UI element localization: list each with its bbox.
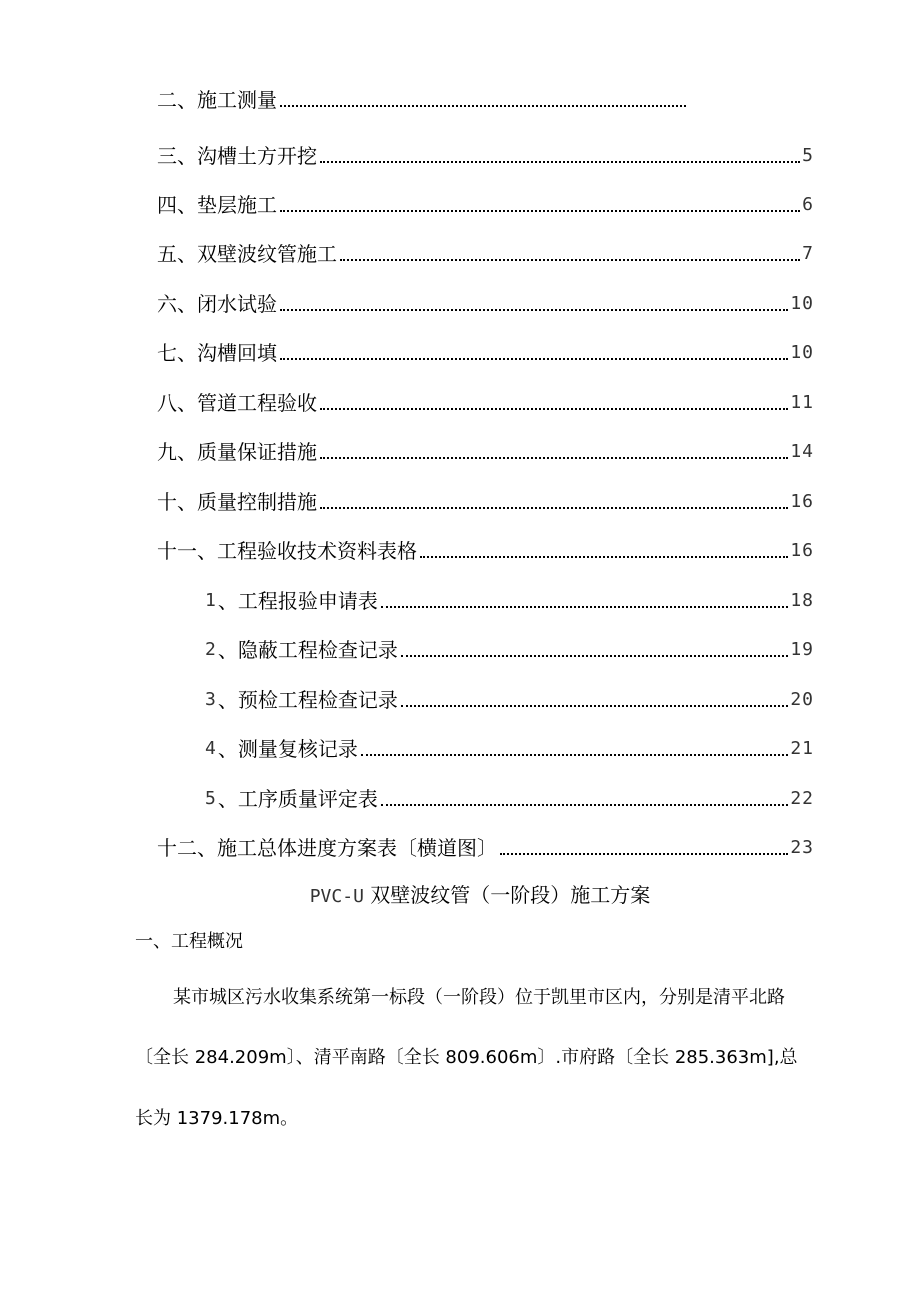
toc-entry[interactable] bbox=[157, 385, 814, 415]
toc-entry[interactable] bbox=[157, 236, 814, 266]
toc-dot-leader bbox=[280, 105, 686, 107]
toc-subentry[interactable] bbox=[205, 781, 814, 811]
toc-entry-label: 十、质量控制措施 bbox=[157, 490, 317, 514]
toc-subentry-label: 、预检工程检查记录 bbox=[217, 688, 398, 712]
toc-subentry-number: 2 bbox=[205, 639, 216, 660]
toc-entry[interactable] bbox=[157, 286, 814, 316]
toc-subentry[interactable] bbox=[205, 583, 814, 613]
toc-dot-leader bbox=[340, 259, 800, 261]
toc-entry-page: 10 bbox=[790, 293, 814, 314]
toc-entry-label: 九、质量保证措施 bbox=[157, 440, 317, 464]
toc-entry-page: 10 bbox=[790, 342, 814, 363]
toc-entry-label: 十一、工程验收技术资料表格 bbox=[157, 539, 417, 563]
toc-dot-leader bbox=[280, 309, 788, 311]
toc-entry-page: 5 bbox=[802, 145, 814, 166]
toc-entry-label: 二、施工测量 bbox=[157, 88, 277, 112]
toc-dot-leader bbox=[401, 705, 788, 707]
toc-subentry-label: 、隐蔽工程检查记录 bbox=[217, 638, 398, 662]
toc-entry-page: 23 bbox=[790, 837, 814, 858]
document-title-text: 双壁波纹管（一阶段）施工方案 bbox=[363, 883, 651, 907]
toc-subentry-number: 5 bbox=[205, 788, 216, 809]
toc-entry[interactable] bbox=[157, 434, 814, 464]
toc-dot-leader bbox=[401, 655, 788, 657]
toc-entry-page: 7 bbox=[802, 243, 814, 264]
section-heading: 一、工程概况 bbox=[135, 931, 243, 952]
toc-dot-leader bbox=[320, 457, 788, 459]
toc-entry-page: 11 bbox=[790, 392, 814, 413]
toc-dot-leader bbox=[420, 556, 788, 558]
toc-subentry[interactable] bbox=[205, 682, 814, 712]
paragraph-line: 某市城区污水收集系统第一标段（一阶段）位于凯里市区内，分别是清平北路 bbox=[173, 987, 785, 1008]
toc-entry-label: 三、沟槽土方开挖 bbox=[157, 144, 317, 168]
toc-dot-leader bbox=[280, 358, 788, 360]
toc-entry[interactable] bbox=[157, 335, 814, 365]
toc-entry-page: 20 bbox=[790, 689, 814, 710]
toc-subentry-label: 、工序质量评定表 bbox=[217, 787, 378, 811]
toc-dot-leader bbox=[500, 853, 788, 855]
toc-entry-label: 七、沟槽回填 bbox=[157, 341, 277, 365]
toc-entry-page: 6 bbox=[802, 194, 814, 215]
toc-subentry-label: 、工程报验申请表 bbox=[217, 589, 378, 613]
toc-entry[interactable] bbox=[157, 187, 814, 217]
toc-subentry[interactable] bbox=[205, 632, 814, 662]
toc-entry-label: 六、闭水试验 bbox=[157, 292, 277, 316]
toc-dot-leader bbox=[280, 210, 800, 212]
toc-entry-page: 22 bbox=[790, 788, 814, 809]
toc-entry[interactable] bbox=[157, 484, 814, 514]
toc-entry-label: 四、垫层施工 bbox=[157, 193, 277, 217]
document-title-prefix: PVC-U bbox=[309, 886, 364, 907]
toc-entry-page: 16 bbox=[790, 491, 814, 512]
toc-entry-page: 16 bbox=[790, 540, 814, 561]
toc-dot-leader bbox=[381, 804, 788, 806]
paragraph-line: 长为 1379.178m。 bbox=[135, 1108, 299, 1129]
toc-dot-leader bbox=[320, 161, 800, 163]
toc-subentry-label: 、测量复核记录 bbox=[217, 737, 358, 761]
document-title bbox=[0, 880, 920, 912]
toc-entry-label: 八、管道工程验收 bbox=[157, 391, 317, 415]
toc-subentry-number: 3 bbox=[205, 689, 216, 710]
toc-dot-leader bbox=[381, 606, 788, 608]
toc-dot-leader bbox=[320, 507, 788, 509]
toc-entry[interactable] bbox=[157, 533, 814, 563]
toc-entry-label: 十二、施工总体进度方案表〔横道图〕 bbox=[157, 836, 497, 860]
toc-entry[interactable] bbox=[157, 82, 688, 112]
toc-dot-leader bbox=[361, 754, 788, 756]
toc-subentry-number: 1 bbox=[205, 590, 216, 611]
toc-dot-leader bbox=[320, 408, 788, 410]
toc-entry-page: 18 bbox=[790, 590, 814, 611]
toc-entry[interactable] bbox=[157, 138, 814, 168]
paragraph-line: 〔全长 284.209m〕、清平南路〔全长 809.606m〕.市府路〔全长 285.363m],总 bbox=[135, 1047, 798, 1068]
toc-entry-page: 21 bbox=[790, 738, 814, 759]
toc-subentry[interactable] bbox=[205, 731, 814, 761]
toc-subentry-number: 4 bbox=[205, 738, 216, 759]
toc-entry-page: 19 bbox=[790, 639, 814, 660]
toc-entry-page: 14 bbox=[790, 441, 814, 462]
toc-entry[interactable] bbox=[157, 830, 814, 860]
toc-entry-label: 五、双壁波纹管施工 bbox=[157, 242, 337, 266]
